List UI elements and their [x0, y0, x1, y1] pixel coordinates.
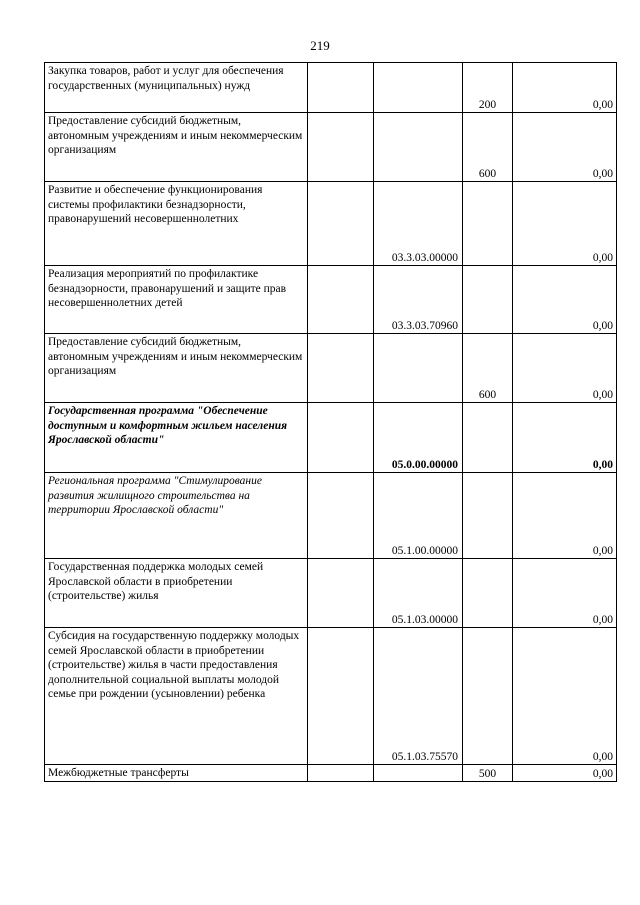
row-empty-cell: [308, 765, 374, 782]
row-empty-cell: [308, 182, 374, 266]
row-name: Предоставление субсидий бюджетным, автономным учреждениям и иным некоммерческим организациям: [45, 113, 308, 182]
row-expense-type: 600: [463, 113, 513, 182]
row-expense-type: [463, 628, 513, 765]
row-amount: 0,00: [513, 334, 617, 403]
row-empty-cell: [308, 334, 374, 403]
table-row: [45, 182, 617, 266]
row-code: 05.1.03.75570: [374, 628, 463, 765]
row-amount: 0,00: [513, 113, 617, 182]
row-name: Развитие и обеспечение функционирования системы профилактики безнадзорности, правонарушений несовершеннолетних: [45, 182, 308, 266]
row-expense-type: [463, 266, 513, 334]
row-amount: 0,00: [513, 473, 617, 559]
budget-table: [44, 62, 617, 782]
row-code: [374, 765, 463, 782]
row-expense-type: [463, 403, 513, 473]
row-name: Региональная программа "Стимулирование развития жилищного строительства на территории Ярославской области": [45, 473, 308, 559]
table-row: [45, 559, 617, 628]
row-amount: 0,00: [513, 266, 617, 334]
row-code: [374, 113, 463, 182]
table-row: [45, 403, 617, 473]
row-empty-cell: [308, 473, 374, 559]
row-empty-cell: [308, 266, 374, 334]
row-name: Государственная поддержка молодых семей Ярославской области в приобретении (строительстве) жилья: [45, 559, 308, 628]
row-amount: 0,00: [513, 628, 617, 765]
row-code: 05.1.03.00000: [374, 559, 463, 628]
row-expense-type: [463, 559, 513, 628]
row-expense-type: [463, 473, 513, 559]
row-amount: 0,00: [513, 182, 617, 266]
row-empty-cell: [308, 113, 374, 182]
row-expense-type: 500: [463, 765, 513, 782]
row-name: Субсидия на государственную поддержку молодых семей Ярославской области в приобретении (строительстве) жилья в части предоставления дополнительной социальной выплаты молодой семье при рождении (усыновлении) ребенка: [45, 628, 308, 765]
row-name: Реализация мероприятий по профилактике безнадзорности, правонарушений и защите прав несовершеннолетних детей: [45, 266, 308, 334]
row-empty-cell: [308, 403, 374, 473]
table-row: [45, 473, 617, 559]
row-empty-cell: [308, 628, 374, 765]
row-code: [374, 334, 463, 403]
row-code: 03.3.03.00000: [374, 182, 463, 266]
table-row: [45, 765, 617, 782]
row-expense-type: [463, 182, 513, 266]
row-expense-type: 200: [463, 63, 513, 113]
table-row: [45, 113, 617, 182]
row-amount: 0,00: [513, 765, 617, 782]
page-number: 219: [310, 38, 330, 53]
row-code: 05.0.00.00000: [374, 403, 463, 473]
table-row: [45, 334, 617, 403]
table-row: [45, 266, 617, 334]
table-row: [45, 628, 617, 765]
table-row: [45, 63, 617, 113]
row-amount: 0,00: [513, 63, 617, 113]
row-empty-cell: [308, 559, 374, 628]
row-empty-cell: [308, 63, 374, 113]
row-code: [374, 63, 463, 113]
row-name: Закупка товаров, работ и услуг для обеспечения государственных (муниципальных) нужд: [45, 63, 308, 113]
row-name: Государственная программа "Обеспечение доступным и комфортным жильем населения Ярославской области": [45, 403, 308, 473]
row-amount: 0,00: [513, 559, 617, 628]
row-amount: 0,00: [513, 403, 617, 473]
row-name: Межбюджетные трансферты: [45, 765, 308, 782]
row-code: 03.3.03.70960: [374, 266, 463, 334]
row-expense-type: 600: [463, 334, 513, 403]
row-name: Предоставление субсидий бюджетным, автономным учреждениям и иным некоммерческим организациям: [45, 334, 308, 403]
row-code: 05.1.00.00000: [374, 473, 463, 559]
